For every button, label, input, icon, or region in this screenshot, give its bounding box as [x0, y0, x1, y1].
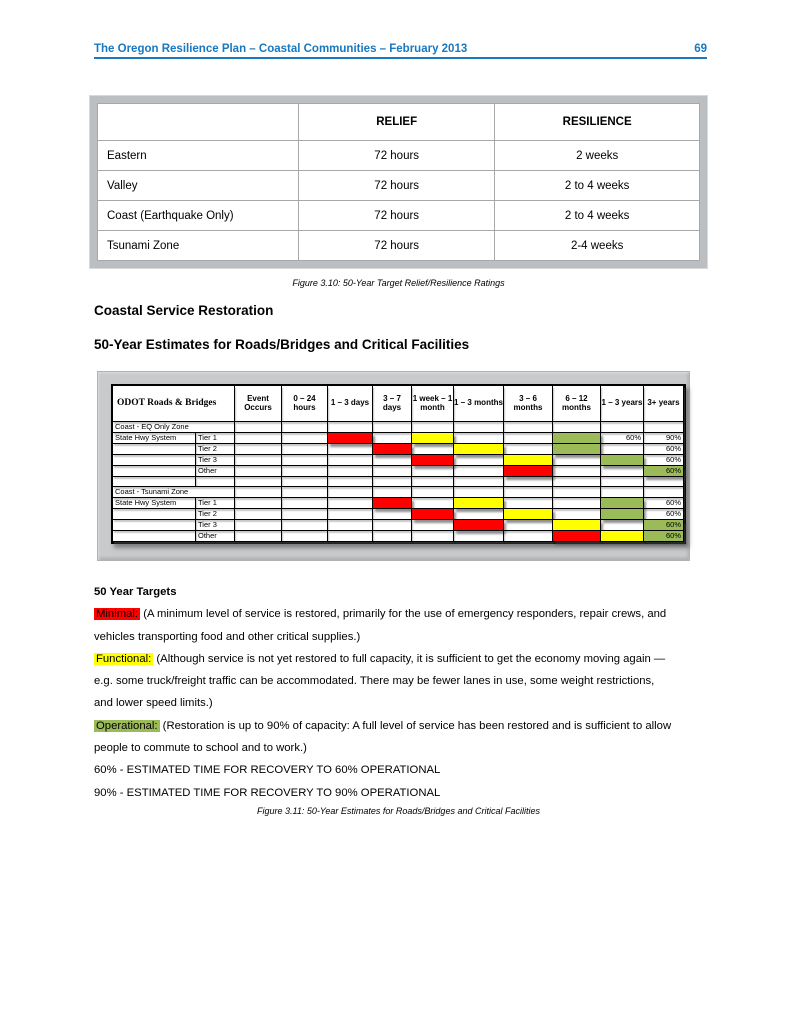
page-number: 69: [694, 43, 707, 55]
target-line: people to commute to school and to work.): [94, 742, 307, 755]
time-cell: [328, 487, 373, 498]
group-cell: [113, 466, 196, 477]
target-line: vehicles transporting food and other critical supplies.): [94, 630, 361, 643]
relief-table-frame: [90, 96, 707, 268]
estimates-chart-frame: [97, 371, 690, 561]
time-cell: [454, 433, 504, 444]
time-cell: [282, 455, 328, 466]
time-column-header: Event Occurs: [235, 386, 282, 422]
table-row: [113, 455, 684, 466]
time-cell: [373, 422, 412, 433]
time-cell: [235, 422, 282, 433]
tier-cell: Other: [196, 466, 235, 477]
value-cell: 72 hours: [299, 231, 495, 261]
group-cell: State Hwy System: [113, 498, 196, 509]
time-cell: [328, 455, 373, 466]
time-cell: [504, 444, 553, 455]
timeline-cell-red: [373, 444, 412, 455]
time-cell: [412, 520, 454, 531]
tier-cell: Tier 2: [196, 509, 235, 520]
time-cell: [282, 433, 328, 444]
time-cell: [282, 477, 328, 487]
time-cell: [454, 455, 504, 466]
target-label-highlight: Minimal:: [96, 608, 139, 621]
time-cell: [235, 498, 282, 509]
timeline-cell-red: [328, 433, 373, 444]
target-line: Functional: (Although service is not yet restored to full capacity, it is sufficient to get the economy moving again —: [96, 652, 666, 665]
time-cell: [328, 520, 373, 531]
time-column-header: 3 – 6 months: [504, 386, 553, 422]
tier-cell: Tier 3: [196, 520, 235, 531]
time-cell: [504, 498, 553, 509]
time-cell: [412, 422, 454, 433]
time-column-header: 1 – 3 years: [601, 386, 644, 422]
time-cell: [373, 487, 412, 498]
time-cell: [235, 531, 282, 542]
tier-cell: [196, 477, 235, 487]
time-cell: 60%: [644, 509, 684, 520]
value-cell: 2-4 weeks: [495, 231, 700, 261]
note-60: 60% - ESTIMATED TIME FOR RECOVERY TO 60% OPERATIONAL: [94, 764, 441, 777]
target-line: Operational: (Restoration is up to 90% of capacity: A full level of service has been restored and is sufficient to allow: [96, 719, 672, 732]
time-cell: 60%: [644, 455, 684, 466]
time-cell: [644, 487, 684, 498]
group-cell: [113, 509, 196, 520]
timeline-cell-red: [412, 509, 454, 520]
table-row: [113, 422, 684, 433]
time-cell: [373, 455, 412, 466]
time-cell: [328, 466, 373, 477]
time-cell: [454, 487, 504, 498]
time-cell: [454, 509, 504, 520]
corner-label-cell: ODOT Roads & Bridges: [113, 386, 235, 422]
time-cell: [504, 422, 553, 433]
timeline-cell-yellow: [412, 433, 454, 444]
time-cell: [504, 433, 553, 444]
time-cell: [454, 531, 504, 542]
group-cell: [113, 477, 196, 487]
time-cell: [373, 509, 412, 520]
timeline-cell-green: [601, 509, 644, 520]
time-cell: [235, 444, 282, 455]
table-row: [113, 487, 684, 498]
table-row: [98, 201, 700, 231]
time-cell: [328, 498, 373, 509]
time-cell: [504, 477, 553, 487]
time-cell: [235, 477, 282, 487]
time-cell: [282, 520, 328, 531]
time-cell: [553, 422, 601, 433]
time-column-header: 6 – 12 months: [553, 386, 601, 422]
time-cell: [235, 455, 282, 466]
timeline-cell-green: 60%: [644, 520, 684, 531]
time-cell: [282, 531, 328, 542]
time-cell: [644, 477, 684, 487]
figure-311-caption: Figure 3.11: 50-Year Estimates for Roads/Bridges and Critical Facilities: [257, 806, 540, 816]
time-cell: [504, 520, 553, 531]
estimates-table-header: [113, 386, 684, 422]
target-label-highlight: Functional:: [96, 652, 152, 665]
time-cell: [644, 422, 684, 433]
targets-heading: 50 Year Targets: [94, 586, 177, 598]
timeline-cell-green: 60%: [644, 531, 684, 542]
section-label-cell: Coast - EQ Only Zone: [113, 422, 235, 433]
time-cell: [373, 433, 412, 444]
time-cell: [412, 444, 454, 455]
note-90: 90% - ESTIMATED TIME FOR RECOVERY TO 90% OPERATIONAL: [94, 786, 441, 799]
group-cell: [113, 531, 196, 542]
time-cell: [282, 422, 328, 433]
value-cell: 72 hours: [299, 141, 495, 171]
zone-label-cell: Coast (Earthquake Only): [98, 201, 299, 231]
time-cell: [235, 466, 282, 477]
relief-header-cell: RESILIENCE: [495, 104, 700, 141]
time-cell: [504, 531, 553, 542]
table-row: [98, 231, 700, 261]
value-cell: 72 hours: [299, 171, 495, 201]
group-cell: State Hwy System: [113, 433, 196, 444]
time-cell: [412, 531, 454, 542]
time-cell: [553, 509, 601, 520]
time-cell: [454, 477, 504, 487]
time-cell: 60%: [644, 444, 684, 455]
timeline-cell-green: [553, 444, 601, 455]
time-column-header: 3 – 7 days: [373, 386, 412, 422]
time-cell: [601, 477, 644, 487]
time-cell: [373, 531, 412, 542]
time-cell: [601, 422, 644, 433]
time-cell: [328, 509, 373, 520]
timeline-cell-red: [553, 531, 601, 542]
time-cell: [412, 466, 454, 477]
timeline-cell-yellow: [454, 498, 504, 509]
time-column-header: 1 week – 1 month: [412, 386, 454, 422]
target-line: Minimal: (A minimum level of service is restored, primarily for the use of emergency responders, repair crews, and: [96, 608, 667, 621]
table-row: [113, 433, 684, 444]
table-row: [113, 498, 684, 509]
timeline-cell-green: [601, 498, 644, 509]
time-cell: [601, 466, 644, 477]
time-cell: [328, 422, 373, 433]
timeline-cell-green: [553, 433, 601, 444]
heading-coastal-service-restoration: Coastal Service Restoration: [94, 303, 274, 318]
figure-310-caption: Figure 3.10: 50-Year Target Relief/Resilience Ratings: [292, 278, 505, 288]
time-cell: [553, 455, 601, 466]
timeline-cell-yellow: [454, 444, 504, 455]
tier-cell: Tier 1: [196, 498, 235, 509]
heading-50-year-estimates: 50-Year Estimates for Roads/Bridges and Critical Facilities: [94, 337, 470, 352]
time-cell: 60%: [644, 498, 684, 509]
relief-table: [97, 103, 700, 261]
relief-header-row: [98, 104, 700, 141]
relief-table-body: [98, 141, 700, 261]
table-row: [113, 520, 684, 531]
value-cell: 2 weeks: [495, 141, 700, 171]
time-cell: [553, 498, 601, 509]
group-cell: [113, 455, 196, 466]
group-cell: [113, 520, 196, 531]
time-cell: [282, 466, 328, 477]
time-cell: [373, 520, 412, 531]
timeline-cell-yellow: [553, 520, 601, 531]
target-label-highlight: Operational:: [96, 719, 158, 732]
time-cell: [282, 487, 328, 498]
time-cell: [328, 531, 373, 542]
time-cell: [235, 487, 282, 498]
header-title: The Oregon Resilience Plan – Coastal Communities – February 2013: [94, 43, 468, 55]
table-row: [98, 141, 700, 171]
time-cell: [373, 477, 412, 487]
relief-header-cell: RELIEF: [299, 104, 495, 141]
time-column-header: 1 – 3 months: [454, 386, 504, 422]
time-cell: [553, 466, 601, 477]
timeline-cell-green: 60%: [644, 466, 684, 477]
value-cell: 2 to 4 weeks: [495, 171, 700, 201]
timeline-cell-green: [601, 455, 644, 466]
time-cell: [373, 466, 412, 477]
time-cell: [235, 509, 282, 520]
time-cell: [601, 520, 644, 531]
estimates-table-body: [113, 422, 684, 542]
targets-text-block: [94, 581, 719, 804]
section-label-cell: Coast - Tsunami Zone: [113, 487, 235, 498]
relief-header-cell: [98, 104, 299, 141]
table-row: [113, 531, 684, 542]
time-cell: [412, 487, 454, 498]
target-line: e.g. some truck/freight traffic can be accommodated. There may be fewer lanes in use, some weight restrictions,: [94, 675, 655, 688]
time-cell: [235, 433, 282, 444]
timeline-cell-red: [504, 466, 553, 477]
time-cell: [454, 422, 504, 433]
timeline-cell-red: [373, 498, 412, 509]
time-cell: [454, 466, 504, 477]
time-cell: 60%: [601, 433, 644, 444]
time-cell: [601, 444, 644, 455]
target-line: and lower speed limits.): [94, 697, 213, 710]
time-cell: [282, 444, 328, 455]
time-cell: 90%: [644, 433, 684, 444]
group-cell: [113, 444, 196, 455]
table-row: [113, 509, 684, 520]
timeline-cell-red: [412, 455, 454, 466]
tier-cell: Tier 3: [196, 455, 235, 466]
time-cell: [412, 498, 454, 509]
timeline-cell-yellow: [601, 531, 644, 542]
zone-label-cell: Tsunami Zone: [98, 231, 299, 261]
time-cell: [412, 477, 454, 487]
time-cell: [328, 477, 373, 487]
time-cell: [504, 487, 553, 498]
timeline-cell-yellow: [504, 509, 553, 520]
time-cell: [553, 487, 601, 498]
tier-cell: Tier 1: [196, 433, 235, 444]
zone-label-cell: Valley: [98, 171, 299, 201]
time-cell: [282, 509, 328, 520]
timeline-cell-yellow: [504, 455, 553, 466]
targets-paragraphs: [94, 603, 719, 759]
table-row: [113, 477, 684, 487]
table-row: [98, 171, 700, 201]
table-row: [113, 444, 684, 455]
time-column-header: 3+ years: [644, 386, 684, 422]
time-cell: [328, 444, 373, 455]
timeline-cell-red: [454, 520, 504, 531]
tier-cell: Other: [196, 531, 235, 542]
estimates-header-row: [113, 386, 684, 422]
value-cell: 72 hours: [299, 201, 495, 231]
time-column-header: 1 – 3 days: [328, 386, 373, 422]
zone-label-cell: Eastern: [98, 141, 299, 171]
tier-cell: Tier 2: [196, 444, 235, 455]
estimates-table: [111, 384, 686, 544]
time-cell: [282, 498, 328, 509]
relief-table-header: [98, 104, 700, 141]
value-cell: 2 to 4 weeks: [495, 201, 700, 231]
time-cell: [601, 487, 644, 498]
time-cell: [553, 477, 601, 487]
table-row: [113, 466, 684, 477]
time-column-header: 0 – 24 hours: [282, 386, 328, 422]
document-header: [94, 43, 707, 59]
time-cell: [235, 520, 282, 531]
